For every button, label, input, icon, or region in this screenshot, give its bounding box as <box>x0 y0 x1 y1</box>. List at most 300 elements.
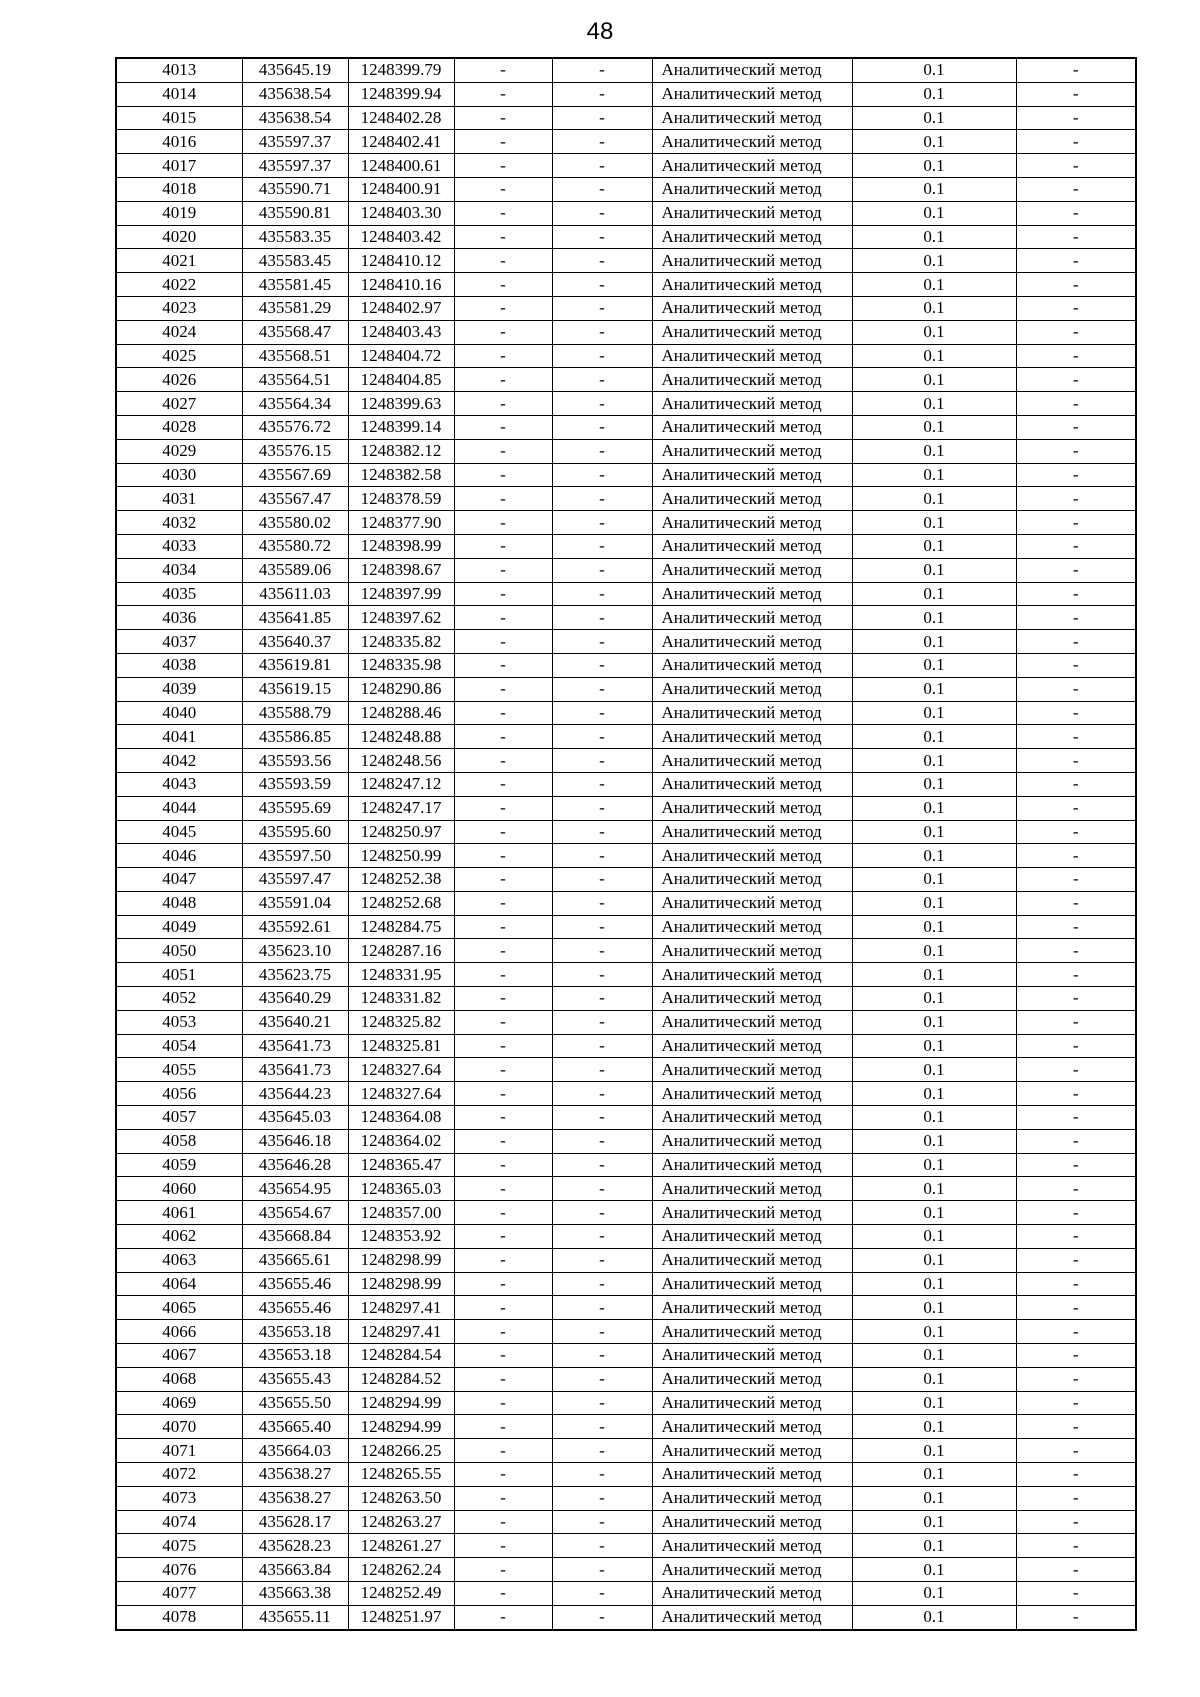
method-cell: Аналитический метод <box>652 58 852 82</box>
accuracy-cell: 0.1 <box>852 225 1016 249</box>
accuracy-cell: 0.1 <box>852 1177 1016 1201</box>
empty-cell-a: - <box>454 1367 552 1391</box>
method-cell: Аналитический метод <box>652 177 852 201</box>
empty-cell-a: - <box>454 820 552 844</box>
x-coordinate-cell: 435655.43 <box>242 1367 348 1391</box>
method-cell: Аналитический метод <box>652 1320 852 1344</box>
method-cell: Аналитический метод <box>652 1010 852 1034</box>
empty-cell-b: - <box>552 130 652 154</box>
point-number-cell: 4074 <box>116 1510 242 1534</box>
y-coordinate-cell: 1248404.85 <box>348 368 454 392</box>
table-row <box>116 1415 1136 1439</box>
empty-cell-b: - <box>552 1082 652 1106</box>
x-coordinate-cell: 435654.95 <box>242 1177 348 1201</box>
empty-cell-a: - <box>454 1486 552 1510</box>
accuracy-cell: 0.1 <box>852 154 1016 178</box>
empty-cell-c: - <box>1016 273 1136 297</box>
accuracy-cell: 0.1 <box>852 1129 1016 1153</box>
method-cell: Аналитический метод <box>652 249 852 273</box>
empty-cell-a: - <box>454 987 552 1011</box>
method-cell: Аналитический метод <box>652 1367 852 1391</box>
method-cell: Аналитический метод <box>652 987 852 1011</box>
empty-cell-c: - <box>1016 749 1136 773</box>
x-coordinate-cell: 435593.56 <box>242 749 348 773</box>
y-coordinate-cell: 1248398.99 <box>348 534 454 558</box>
method-cell: Аналитический метод <box>652 154 852 178</box>
point-number-cell: 4022 <box>116 273 242 297</box>
table-row <box>116 820 1136 844</box>
empty-cell-b: - <box>552 891 652 915</box>
x-coordinate-cell: 435589.06 <box>242 558 348 582</box>
table-row <box>116 320 1136 344</box>
method-cell: Аналитический метод <box>652 368 852 392</box>
table-row <box>116 796 1136 820</box>
accuracy-cell: 0.1 <box>852 511 1016 535</box>
y-coordinate-cell: 1248298.99 <box>348 1248 454 1272</box>
y-coordinate-cell: 1248252.49 <box>348 1582 454 1606</box>
method-cell: Аналитический метод <box>652 701 852 725</box>
empty-cell-a: - <box>454 1415 552 1439</box>
empty-cell-b: - <box>552 82 652 106</box>
accuracy-cell: 0.1 <box>852 677 1016 701</box>
method-cell: Аналитический метод <box>652 1129 852 1153</box>
point-number-cell: 4043 <box>116 772 242 796</box>
x-coordinate-cell: 435581.45 <box>242 273 348 297</box>
x-coordinate-cell: 435583.35 <box>242 225 348 249</box>
point-number-cell: 4023 <box>116 296 242 320</box>
x-coordinate-cell: 435628.17 <box>242 1510 348 1534</box>
x-coordinate-cell: 435564.51 <box>242 368 348 392</box>
y-coordinate-cell: 1248399.14 <box>348 415 454 439</box>
point-number-cell: 4058 <box>116 1129 242 1153</box>
y-coordinate-cell: 1248252.68 <box>348 891 454 915</box>
x-coordinate-cell: 435623.75 <box>242 963 348 987</box>
empty-cell-b: - <box>552 1534 652 1558</box>
empty-cell-a: - <box>454 677 552 701</box>
table-row <box>116 1177 1136 1201</box>
empty-cell-c: - <box>1016 1605 1136 1629</box>
table-row <box>116 511 1136 535</box>
y-coordinate-cell: 1248377.90 <box>348 511 454 535</box>
y-coordinate-cell: 1248251.97 <box>348 1605 454 1629</box>
empty-cell-a: - <box>454 392 552 416</box>
point-number-cell: 4068 <box>116 1367 242 1391</box>
empty-cell-c: - <box>1016 415 1136 439</box>
table-row <box>116 1486 1136 1510</box>
empty-cell-b: - <box>552 844 652 868</box>
empty-cell-c: - <box>1016 1391 1136 1415</box>
x-coordinate-cell: 435638.27 <box>242 1463 348 1487</box>
empty-cell-a: - <box>454 249 552 273</box>
empty-cell-c: - <box>1016 106 1136 130</box>
empty-cell-c: - <box>1016 249 1136 273</box>
accuracy-cell: 0.1 <box>852 1605 1016 1629</box>
x-coordinate-cell: 435592.61 <box>242 915 348 939</box>
accuracy-cell: 0.1 <box>852 487 1016 511</box>
method-cell: Аналитический метод <box>652 939 852 963</box>
empty-cell-b: - <box>552 1367 652 1391</box>
point-number-cell: 4066 <box>116 1320 242 1344</box>
empty-cell-c: - <box>1016 1082 1136 1106</box>
x-coordinate-cell: 435567.47 <box>242 487 348 511</box>
empty-cell-a: - <box>454 725 552 749</box>
accuracy-cell: 0.1 <box>852 296 1016 320</box>
point-number-cell: 4047 <box>116 868 242 892</box>
point-number-cell: 4044 <box>116 796 242 820</box>
accuracy-cell: 0.1 <box>852 1320 1016 1344</box>
empty-cell-c: - <box>1016 796 1136 820</box>
method-cell: Аналитический метод <box>652 1344 852 1368</box>
empty-cell-b: - <box>552 1106 652 1130</box>
empty-cell-c: - <box>1016 296 1136 320</box>
empty-cell-b: - <box>552 772 652 796</box>
y-coordinate-cell: 1248403.43 <box>348 320 454 344</box>
method-cell: Аналитический метод <box>652 891 852 915</box>
accuracy-cell: 0.1 <box>852 1201 1016 1225</box>
accuracy-cell: 0.1 <box>852 820 1016 844</box>
table-row <box>116 415 1136 439</box>
method-cell: Аналитический метод <box>652 1486 852 1510</box>
y-coordinate-cell: 1248248.88 <box>348 725 454 749</box>
empty-cell-a: - <box>454 844 552 868</box>
empty-cell-a: - <box>454 273 552 297</box>
empty-cell-b: - <box>552 1391 652 1415</box>
empty-cell-b: - <box>552 1248 652 1272</box>
empty-cell-c: - <box>1016 725 1136 749</box>
method-cell: Аналитический метод <box>652 273 852 297</box>
method-cell: Аналитический метод <box>652 725 852 749</box>
empty-cell-c: - <box>1016 820 1136 844</box>
empty-cell-b: - <box>552 344 652 368</box>
table-row <box>116 915 1136 939</box>
table-row <box>116 630 1136 654</box>
empty-cell-b: - <box>552 582 652 606</box>
point-number-cell: 4033 <box>116 534 242 558</box>
x-coordinate-cell: 435623.10 <box>242 939 348 963</box>
empty-cell-c: - <box>1016 1296 1136 1320</box>
y-coordinate-cell: 1248263.50 <box>348 1486 454 1510</box>
empty-cell-a: - <box>454 1344 552 1368</box>
accuracy-cell: 0.1 <box>852 130 1016 154</box>
empty-cell-a: - <box>454 606 552 630</box>
table-row <box>116 344 1136 368</box>
empty-cell-a: - <box>454 772 552 796</box>
y-coordinate-cell: 1248327.64 <box>348 1082 454 1106</box>
table-row <box>116 1201 1136 1225</box>
accuracy-cell: 0.1 <box>852 844 1016 868</box>
empty-cell-c: - <box>1016 1272 1136 1296</box>
method-cell: Аналитический метод <box>652 463 852 487</box>
y-coordinate-cell: 1248403.42 <box>348 225 454 249</box>
y-coordinate-cell: 1248327.64 <box>348 1058 454 1082</box>
method-cell: Аналитический метод <box>652 1034 852 1058</box>
empty-cell-b: - <box>552 1439 652 1463</box>
empty-cell-b: - <box>552 701 652 725</box>
accuracy-cell: 0.1 <box>852 1510 1016 1534</box>
empty-cell-c: - <box>1016 1106 1136 1130</box>
method-cell: Аналитический метод <box>652 1605 852 1629</box>
y-coordinate-cell: 1248335.82 <box>348 630 454 654</box>
point-number-cell: 4062 <box>116 1225 242 1249</box>
y-coordinate-cell: 1248288.46 <box>348 701 454 725</box>
point-number-cell: 4034 <box>116 558 242 582</box>
method-cell: Аналитический метод <box>652 1201 852 1225</box>
empty-cell-c: - <box>1016 915 1136 939</box>
empty-cell-a: - <box>454 582 552 606</box>
x-coordinate-cell: 435567.69 <box>242 463 348 487</box>
accuracy-cell: 0.1 <box>852 606 1016 630</box>
empty-cell-c: - <box>1016 463 1136 487</box>
method-cell: Аналитический метод <box>652 1439 852 1463</box>
point-number-cell: 4067 <box>116 1344 242 1368</box>
point-number-cell: 4061 <box>116 1201 242 1225</box>
table-row <box>116 177 1136 201</box>
empty-cell-a: - <box>454 82 552 106</box>
empty-cell-c: - <box>1016 82 1136 106</box>
table-row <box>116 82 1136 106</box>
table-row <box>116 1034 1136 1058</box>
x-coordinate-cell: 435597.37 <box>242 154 348 178</box>
empty-cell-c: - <box>1016 1225 1136 1249</box>
table-row <box>116 368 1136 392</box>
empty-cell-a: - <box>454 1320 552 1344</box>
table-row <box>116 1129 1136 1153</box>
table-row <box>116 1439 1136 1463</box>
empty-cell-a: - <box>454 1201 552 1225</box>
point-number-cell: 4028 <box>116 415 242 439</box>
y-coordinate-cell: 1248263.27 <box>348 1510 454 1534</box>
empty-cell-c: - <box>1016 1010 1136 1034</box>
empty-cell-a: - <box>454 201 552 225</box>
method-cell: Аналитический метод <box>652 915 852 939</box>
empty-cell-b: - <box>552 58 652 82</box>
point-number-cell: 4069 <box>116 1391 242 1415</box>
table-row <box>116 154 1136 178</box>
y-coordinate-cell: 1248382.58 <box>348 463 454 487</box>
empty-cell-a: - <box>454 915 552 939</box>
y-coordinate-cell: 1248290.86 <box>348 677 454 701</box>
point-number-cell: 4037 <box>116 630 242 654</box>
accuracy-cell: 0.1 <box>852 368 1016 392</box>
point-number-cell: 4051 <box>116 963 242 987</box>
empty-cell-b: - <box>552 1296 652 1320</box>
table-row <box>116 701 1136 725</box>
empty-cell-c: - <box>1016 1582 1136 1606</box>
x-coordinate-cell: 435664.03 <box>242 1439 348 1463</box>
empty-cell-c: - <box>1016 939 1136 963</box>
y-coordinate-cell: 1248397.62 <box>348 606 454 630</box>
method-cell: Аналитический метод <box>652 796 852 820</box>
method-cell: Аналитический метод <box>652 1391 852 1415</box>
empty-cell-a: - <box>454 439 552 463</box>
empty-cell-a: - <box>454 1558 552 1582</box>
empty-cell-a: - <box>454 796 552 820</box>
x-coordinate-cell: 435655.46 <box>242 1272 348 1296</box>
y-coordinate-cell: 1248399.63 <box>348 392 454 416</box>
empty-cell-a: - <box>454 1177 552 1201</box>
accuracy-cell: 0.1 <box>852 1463 1016 1487</box>
x-coordinate-cell: 435638.27 <box>242 1486 348 1510</box>
empty-cell-b: - <box>552 511 652 535</box>
y-coordinate-cell: 1248398.67 <box>348 558 454 582</box>
empty-cell-c: - <box>1016 558 1136 582</box>
accuracy-cell: 0.1 <box>852 106 1016 130</box>
accuracy-cell: 0.1 <box>852 1082 1016 1106</box>
method-cell: Аналитический метод <box>652 82 852 106</box>
empty-cell-b: - <box>552 1153 652 1177</box>
point-number-cell: 4032 <box>116 511 242 535</box>
empty-cell-a: - <box>454 368 552 392</box>
empty-cell-b: - <box>552 1272 652 1296</box>
accuracy-cell: 0.1 <box>852 177 1016 201</box>
empty-cell-a: - <box>454 1225 552 1249</box>
table-row <box>116 1058 1136 1082</box>
accuracy-cell: 0.1 <box>852 701 1016 725</box>
y-coordinate-cell: 1248297.41 <box>348 1320 454 1344</box>
x-coordinate-cell: 435619.15 <box>242 677 348 701</box>
empty-cell-a: - <box>454 320 552 344</box>
y-coordinate-cell: 1248364.08 <box>348 1106 454 1130</box>
empty-cell-c: - <box>1016 511 1136 535</box>
table-row <box>116 296 1136 320</box>
accuracy-cell: 0.1 <box>852 1248 1016 1272</box>
y-coordinate-cell: 1248365.47 <box>348 1153 454 1177</box>
accuracy-cell: 0.1 <box>852 558 1016 582</box>
method-cell: Аналитический метод <box>652 1415 852 1439</box>
table-row <box>116 463 1136 487</box>
point-number-cell: 4042 <box>116 749 242 773</box>
table-row <box>116 1534 1136 1558</box>
empty-cell-b: - <box>552 677 652 701</box>
x-coordinate-cell: 435641.85 <box>242 606 348 630</box>
empty-cell-a: - <box>454 106 552 130</box>
x-coordinate-cell: 435597.47 <box>242 868 348 892</box>
table-row <box>116 1153 1136 1177</box>
empty-cell-b: - <box>552 415 652 439</box>
accuracy-cell: 0.1 <box>852 534 1016 558</box>
y-coordinate-cell: 1248364.02 <box>348 1129 454 1153</box>
point-number-cell: 4048 <box>116 891 242 915</box>
empty-cell-a: - <box>454 225 552 249</box>
empty-cell-a: - <box>454 58 552 82</box>
y-coordinate-cell: 1248284.52 <box>348 1367 454 1391</box>
empty-cell-c: - <box>1016 1058 1136 1082</box>
empty-cell-c: - <box>1016 130 1136 154</box>
empty-cell-a: - <box>454 415 552 439</box>
accuracy-cell: 0.1 <box>852 868 1016 892</box>
empty-cell-c: - <box>1016 963 1136 987</box>
x-coordinate-cell: 435665.40 <box>242 1415 348 1439</box>
empty-cell-c: - <box>1016 582 1136 606</box>
empty-cell-a: - <box>454 1605 552 1629</box>
table-row <box>116 1582 1136 1606</box>
empty-cell-b: - <box>552 820 652 844</box>
accuracy-cell: 0.1 <box>852 344 1016 368</box>
empty-cell-b: - <box>552 558 652 582</box>
coordinates-table <box>115 57 1137 1631</box>
empty-cell-b: - <box>552 1201 652 1225</box>
point-number-cell: 4027 <box>116 392 242 416</box>
method-cell: Аналитический метод <box>652 511 852 535</box>
accuracy-cell: 0.1 <box>852 439 1016 463</box>
method-cell: Аналитический метод <box>652 1510 852 1534</box>
point-number-cell: 4071 <box>116 1439 242 1463</box>
empty-cell-c: - <box>1016 368 1136 392</box>
empty-cell-b: - <box>552 296 652 320</box>
y-coordinate-cell: 1248284.54 <box>348 1344 454 1368</box>
accuracy-cell: 0.1 <box>852 58 1016 82</box>
method-cell: Аналитический метод <box>652 1225 852 1249</box>
y-coordinate-cell: 1248284.75 <box>348 915 454 939</box>
x-coordinate-cell: 435576.72 <box>242 415 348 439</box>
table-row <box>116 891 1136 915</box>
empty-cell-b: - <box>552 1558 652 1582</box>
point-number-cell: 4053 <box>116 1010 242 1034</box>
method-cell: Аналитический метод <box>652 582 852 606</box>
point-number-cell: 4045 <box>116 820 242 844</box>
x-coordinate-cell: 435645.19 <box>242 58 348 82</box>
accuracy-cell: 0.1 <box>852 1391 1016 1415</box>
table-row <box>116 653 1136 677</box>
point-number-cell: 4057 <box>116 1106 242 1130</box>
empty-cell-c: - <box>1016 439 1136 463</box>
x-coordinate-cell: 435646.28 <box>242 1153 348 1177</box>
x-coordinate-cell: 435665.61 <box>242 1248 348 1272</box>
empty-cell-b: - <box>552 154 652 178</box>
table-row <box>116 1605 1136 1629</box>
method-cell: Аналитический метод <box>652 868 852 892</box>
x-coordinate-cell: 435655.11 <box>242 1605 348 1629</box>
y-coordinate-cell: 1248402.28 <box>348 106 454 130</box>
point-number-cell: 4065 <box>116 1296 242 1320</box>
x-coordinate-cell: 435586.85 <box>242 725 348 749</box>
empty-cell-a: - <box>454 1296 552 1320</box>
empty-cell-c: - <box>1016 891 1136 915</box>
x-coordinate-cell: 435576.15 <box>242 439 348 463</box>
table-row <box>116 1225 1136 1249</box>
empty-cell-b: - <box>552 392 652 416</box>
empty-cell-c: - <box>1016 653 1136 677</box>
empty-cell-a: - <box>454 1272 552 1296</box>
empty-cell-b: - <box>552 1320 652 1344</box>
point-number-cell: 4039 <box>116 677 242 701</box>
y-coordinate-cell: 1248247.17 <box>348 796 454 820</box>
x-coordinate-cell: 435580.72 <box>242 534 348 558</box>
y-coordinate-cell: 1248403.30 <box>348 201 454 225</box>
accuracy-cell: 0.1 <box>852 1439 1016 1463</box>
accuracy-cell: 0.1 <box>852 1106 1016 1130</box>
x-coordinate-cell: 435638.54 <box>242 106 348 130</box>
empty-cell-b: - <box>552 868 652 892</box>
point-number-cell: 4030 <box>116 463 242 487</box>
empty-cell-c: - <box>1016 177 1136 201</box>
x-coordinate-cell: 435663.84 <box>242 1558 348 1582</box>
y-coordinate-cell: 1248331.95 <box>348 963 454 987</box>
point-number-cell: 4025 <box>116 344 242 368</box>
table-row <box>116 1106 1136 1130</box>
table-row <box>116 558 1136 582</box>
method-cell: Аналитический метод <box>652 1463 852 1487</box>
y-coordinate-cell: 1248262.24 <box>348 1558 454 1582</box>
x-coordinate-cell: 435640.37 <box>242 630 348 654</box>
empty-cell-c: - <box>1016 630 1136 654</box>
table-row <box>116 987 1136 1011</box>
empty-cell-c: - <box>1016 1201 1136 1225</box>
empty-cell-c: - <box>1016 1486 1136 1510</box>
table-row <box>116 439 1136 463</box>
method-cell: Аналитический метод <box>652 1534 852 1558</box>
empty-cell-a: - <box>454 177 552 201</box>
